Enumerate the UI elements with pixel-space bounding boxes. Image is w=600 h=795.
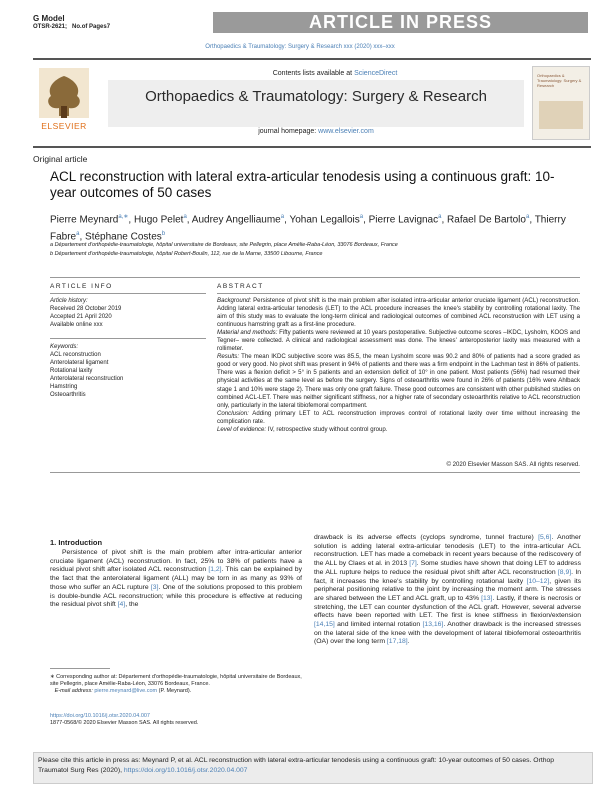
author-name: Thierry Fabre [50, 214, 566, 243]
author-name: Yohan Legallois [289, 214, 360, 226]
body-text: . One of the solutions proposed to this problem is double-bundle ACL reconstruction; while this procedure is effective at reducing the residual pivot shift [50, 583, 302, 609]
body-text: . This can be explained by the fact that the anterolateral ligament (ALL) may be torn in as many as 93% of those who suffer an ACL rupture [50, 566, 302, 591]
journal-name: Orthopaedics & Traumatology: Surgery & Research [145, 88, 487, 105]
gmodel-text: G Model [33, 14, 65, 23]
doi-block [50, 713, 302, 727]
doi-link[interactable]: https://doi.org/10.1016/j.otsr.2020.04.007 [50, 713, 150, 719]
gmodel-label [33, 14, 110, 32]
author-list: Pierre Meynard$^{a,∗}$, Hugo Pelet$^a$, Audrey Angelliaume$^a$, Yohan Legallois$^a$, Pierre Lavignac$^a$, Rafael De Bartolo$^a$, Thierry Fabre$^a$, Stéphane Costes$^b$ [50, 214, 566, 243]
divider [217, 293, 580, 294]
received-date: Received 28 October 2019 [50, 306, 122, 312]
citation-link[interactable]: [10–12] [526, 577, 550, 585]
abstract-background: Background: Persistence of pivot shift is the main problem after isolated intra-articular anterior cruciate ligament (ACL) reconstruction. Adding lateral extra-articular tenodesis (LET) to the ACL procedure increases the knee's stability by controlling rotational laxity. The aim of this study was to evaluate the long-term clinical and radiological outcomes of combined ACL reconstruction with LET using a continuous hamstring graft as a first-line procedure. [217, 297, 581, 329]
affiliations [50, 241, 580, 259]
citation-link[interactable]: [3] [150, 583, 159, 591]
author-affiliation-marker[interactable]: a,∗ [118, 214, 129, 220]
citation-link[interactable]: [13] [481, 594, 493, 602]
citation-link[interactable]: [13,16] [422, 621, 444, 629]
footnote-rule [50, 668, 110, 669]
contents-line [160, 70, 510, 77]
masthead-bottom-rule [33, 146, 591, 148]
keyword: Hamstring [50, 384, 78, 390]
author-name: Rafael De Bartolo [447, 214, 526, 226]
keyword-list [50, 351, 206, 399]
author-name: Stéphane Costes [85, 231, 162, 243]
abstract-results: Results: The mean IKDC subjective score was 85.5, the mean Lysholm score was 90.2 and 80% of patients had a score graded as good or very good. No pivot shift was present in 94% of patients and there was a firm endpoint in the Lachman test in 86% of patients. There was a flexion deficit > 5° in 5 patients and an extension deficit of 10° in one patient. Most patients (56%) had resumed their physical activities at the same level as before the surgery. Signs of osteoarthritis were found in 26% of patients (16% were Ahlback stage 1 and 10% were stage 2). There was only one graft failure. These good outcomes are consistent with other published studies on combined ACL-LET. There was neither significant stiffness, nor a higher rate of secondary osteoarthritis relative to ACL reconstruction only, particularly in the lateral tibiofemoral compartment. [217, 353, 580, 409]
footnote [50, 674, 302, 695]
abstract-level: Level of evidence: IV, retrospective study without control group. [217, 425, 388, 433]
article-in-press-banner: ARTICLE IN PRESS [213, 12, 588, 33]
citation-link[interactable]: [14,15] [314, 621, 335, 629]
issn-line: 1877-0568/© 2020 Elsevier Masson SAS. All rights reserved. [50, 720, 199, 726]
body-text: . In fact, it increases the knee's stability by controlling rotational laxity [314, 568, 581, 585]
online-date: Available online xxx [50, 322, 103, 328]
body-text: , given its peripheral positioning relative to the joint by increasing the moment arm. The stresses are shared between the LET and ACL graft, up to 43% [314, 577, 581, 602]
abstract-body [217, 297, 580, 434]
journal-cover-thumbnail [532, 66, 590, 140]
publisher-name: ELSEVIER [41, 121, 87, 131]
author-name: Audrey Angelliaume [191, 214, 281, 226]
citation-link[interactable]: [1,2] [208, 566, 222, 574]
keyword: Rotational laxity [50, 368, 93, 374]
citation-doi-link[interactable]: https://doi.org/10.1016/j.otsr.2020.04.007 [123, 766, 248, 774]
citation-link[interactable]: [4] [117, 601, 126, 609]
article-history [50, 297, 206, 329]
body-column-right [314, 534, 581, 647]
author-affiliation-marker[interactable]: a [76, 231, 80, 238]
manuscript-code: OTSR-2621; No.of Pages7 [33, 24, 111, 30]
section-heading-introduction: 1. Introduction [50, 538, 103, 547]
divider [50, 472, 580, 473]
journal-homepage [108, 128, 524, 135]
elsevier-logo [33, 66, 95, 136]
running-header[interactable]: Orthopaedics & Traumatology: Surgery & Research xxx (2020) xxx–xxx [205, 44, 395, 50]
homepage-link[interactable]: www.elsevier.com [318, 128, 374, 135]
body-text: . Another drawback is the increased stresses on the lateral side of the knee with the development of lateral tibiofemoral osteoarthritis (OA) over the long term [314, 621, 582, 646]
divider [50, 338, 206, 339]
cover-title: Orthopaedics & Traumatology: Surgery & Research [537, 73, 582, 88]
copyright: © 2020 Elsevier Masson SAS. All rights reserved. [446, 461, 580, 468]
author-affiliation-marker[interactable]: a [183, 214, 187, 220]
author-affiliation-marker[interactable]: a [280, 214, 285, 220]
article-title: ACL reconstruction with lateral extra-articular tenodesis using a continuous graft: 10-year outcomes of 50 cases [50, 169, 555, 200]
keyword: Anterolateral ligament [50, 360, 109, 366]
body-text: . Some studies have shown that doing LET to address the ALL rupture helps to reduce the residual pivot shift after ACL reconstruction [314, 560, 581, 576]
abstract-heading: ABSTRACT [217, 283, 264, 290]
keyword: Anterolateral reconstruction [50, 376, 124, 382]
body-text: drawback is its adverse effects (cyclops syndrome, tunnel fracture) [314, 534, 539, 541]
homepage-prefix: journal homepage: [258, 128, 317, 135]
accepted-date: Accepted 21 April 2020 [50, 314, 112, 320]
citation-body: Please cite this article in press as: Meynard P, et al. ACL reconstruction with lateral extra-articular tenodesis using a continuous graft: 10-year outcomes of 50 cases. Orthop Traumatol Surg Res (2020), [38, 757, 555, 774]
keywords-label: Keywords: [50, 344, 79, 350]
cover-graphic [539, 101, 583, 129]
corresponding-author: ∗ Corresponding author at: Département d'orthopédie-traumatologie, hôpital universitaire de Bordeaux, site Pellegrin, place Amélie-Raba-Léon, 33076 Bordeaux, France. [50, 674, 302, 687]
keyword: ACL reconstruction [50, 352, 101, 358]
author-affiliation-marker[interactable]: b [161, 231, 166, 238]
body-text: . Another solution is adding lateral extra-articular tenodesis (LET) to the intra-articular ACL reconstruction. LET has made a comeback in recent years because of the rediscovery of the ALL by Claes et al. in 2013 [314, 534, 581, 568]
affiliation-b: b Département d'orthopédie-traumatologie, hôpital Robert-Boulin, 112, rue de la Marne, 33500 Libourne, France [50, 251, 323, 257]
divider [50, 293, 206, 294]
citation-text [38, 756, 586, 775]
author-affiliation-marker[interactable]: a [525, 214, 530, 220]
abstract-conclusion: Conclusion: Adding primary LET to ACL reconstruction improves control of rotational laxity over time without increasing the complication rate. [217, 409, 580, 425]
keyword: Osteoarthritis [50, 392, 86, 398]
history-label: Article history: [50, 298, 88, 304]
author-affiliation-marker[interactable]: a [359, 214, 364, 220]
body-column-left [50, 549, 302, 610]
citation-link[interactable]: [5,6] [538, 534, 552, 541]
email-link[interactable]: pierre.meynard@live.com [94, 688, 158, 694]
body-text: , the [125, 601, 139, 609]
divider [50, 277, 580, 278]
email-line: E-mail address: pierre.meynard@live.com (P. Meynard). [54, 688, 192, 694]
sciencedirect-link[interactable]: ScienceDirect [354, 70, 398, 77]
author-affiliation-marker[interactable]: a [438, 214, 442, 220]
article-type: Original article [33, 154, 88, 164]
keywords [50, 343, 206, 399]
body-text: and limited internal rotation [334, 621, 423, 629]
citation-link[interactable]: [7] [409, 560, 417, 568]
author-name: Pierre Lavignac [368, 214, 439, 226]
body-text: . Lastly, if there is necrosis or stretching, the LET can counter dysfunction of the ACL graft. However, several adverse effects have been reported with LET. The first is knee stiffness in flexion/extension [314, 594, 581, 620]
article-info-heading: ARTICLE INFO [50, 283, 113, 290]
author-name: Pierre Meynard [50, 214, 119, 226]
author-name: Hugo Pelet [133, 214, 184, 226]
contents-prefix: Contents lists available at [272, 70, 353, 77]
citation-link[interactable]: [8,9] [557, 568, 572, 576]
body-text: Persistence of pivot shift is the main problem after intra-articular anterior cruciate ligament (ACL) reconstruction. In fact, 25% to 38% of patients have a residual pivot shift after isolated ACL reconstruction [50, 549, 302, 574]
citation-link[interactable]: [17,18] [386, 638, 408, 646]
abstract-methods: Material and methods: Fifty patients were reviewed at 10 years postoperative. Subjective outcome scores –IKDC, Lysholm, KOOS and Tegner– were collected. A clinical and radiological assessment was done. The knees' anteroposterior laxity was measured with a rollimeter. [217, 329, 580, 353]
affiliation-a: a Département d'orthopédie-traumatologie, hôpital universitaire de Bordeaux, site Pellegrin, place Amélie-Raba-Léon, 33076 Bordeaux, France [50, 242, 398, 248]
body-text: . [407, 638, 410, 646]
